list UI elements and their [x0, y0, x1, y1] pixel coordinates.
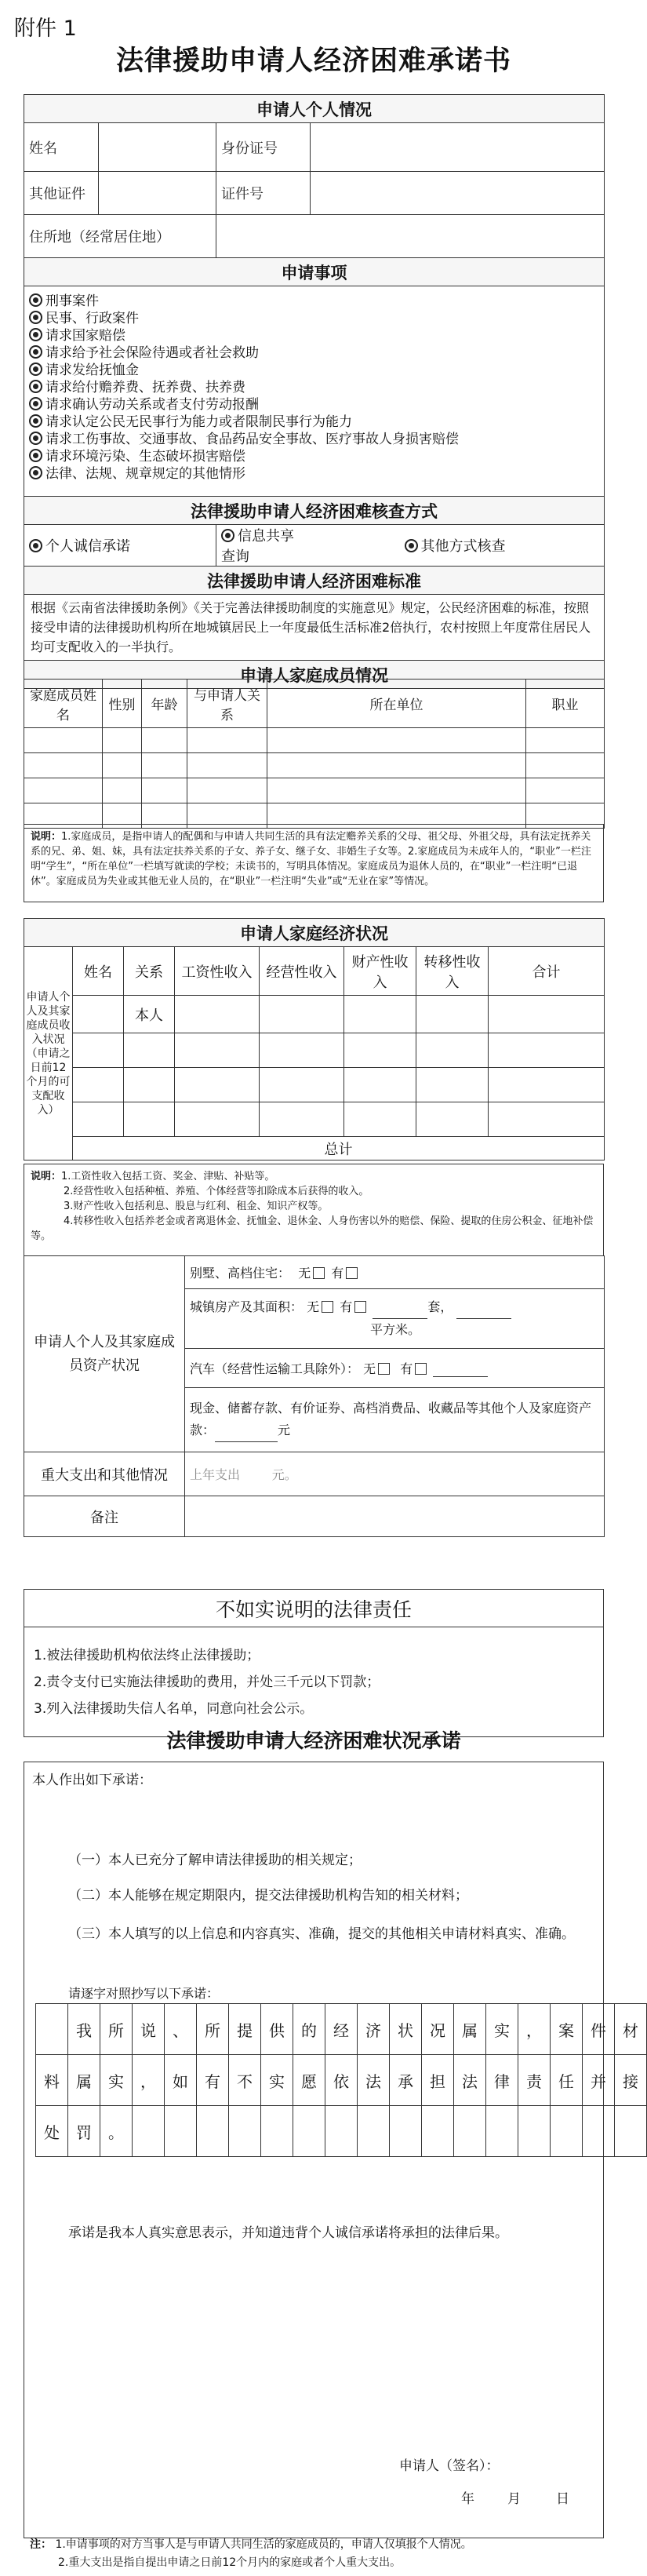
liability-list: [24, 1627, 604, 1737]
radio-icon: [29, 397, 42, 410]
document-title: 法律援助申请人经济困难承诺书: [115, 46, 511, 77]
radio-icon: [29, 449, 42, 462]
radio-icon: [29, 345, 42, 359]
car-count-field[interactable]: [433, 1361, 488, 1377]
matter-item[interactable]: 请求确认劳动关系或者支付劳动报酬: [29, 396, 599, 414]
other-id-label: 其他证件: [24, 172, 99, 215]
copy-cell[interactable]: [390, 2106, 422, 2157]
copy-cell[interactable]: 接: [615, 2055, 647, 2106]
promise-item: （三）本人填写的以上信息和内容真实、准确，提交的其他相关申请材料真实、准确。: [68, 1926, 575, 1942]
copy-cell[interactable]: [229, 2106, 261, 2157]
promise-intro: 本人作出如下承诺：: [32, 1773, 152, 1788]
cash-assets-row: 现金、储蓄存款、有价证券、高档消费品、收藏品等其他个人及家庭资产款： 元: [185, 1388, 605, 1452]
matter-item[interactable]: 请求发给抚恤金: [29, 362, 599, 379]
copy-grid-row: [36, 2004, 647, 2055]
checkbox-icon[interactable]: [354, 1301, 366, 1313]
verify-option-sharing[interactable]: 信息共享查询: [216, 525, 311, 567]
copy-cell[interactable]: 经: [325, 2004, 358, 2055]
copy-grid-row: [36, 2055, 647, 2106]
radio-icon: [29, 363, 42, 376]
copy-cell[interactable]: [325, 2106, 358, 2157]
copy-cell[interactable]: 实: [261, 2055, 293, 2106]
copy-cell[interactable]: 所: [100, 2004, 133, 2055]
matter-item[interactable]: 请求给付赡养费、抚养费、扶养费: [29, 379, 599, 396]
name-label: 姓名: [24, 123, 99, 172]
copy-cell[interactable]: 况: [422, 2004, 454, 2055]
applicant-info-table: [24, 94, 605, 689]
verification-heading: 法律援助申请人经济困难核查方式: [24, 497, 605, 525]
copy-cell[interactable]: 我: [68, 2004, 100, 2055]
promise-closing: 承诺是我本人真实意思表示，并知道违背个人诚信承诺将承担的法律后果。: [68, 2225, 508, 2241]
copy-cell[interactable]: 件: [583, 2004, 615, 2055]
family-heading: 申请人家庭成员情况: [24, 661, 605, 689]
column-header: 转移性收入: [416, 947, 489, 996]
name-field[interactable]: [99, 123, 216, 172]
table-row: [24, 996, 605, 1033]
date-day: 日: [556, 2491, 569, 2507]
checkbox-icon[interactable]: [415, 1363, 427, 1375]
copy-cell[interactable]: 料: [36, 2055, 68, 2106]
copy-cell[interactable]: 供: [261, 2004, 293, 2055]
matter-item[interactable]: 请求国家赔偿: [29, 327, 599, 344]
promise-heading: 法律援助申请人经济困难状况承诺: [166, 1729, 461, 1752]
copy-cell[interactable]: 所: [197, 2004, 229, 2055]
copy-cell[interactable]: ，: [133, 2055, 165, 2106]
cash-amount-field[interactable]: [215, 1419, 278, 1442]
copy-cell[interactable]: 、: [165, 2004, 197, 2055]
assets-label: 申请人个人及其家庭成员资产状况: [24, 1256, 185, 1452]
copy-cell[interactable]: 说: [133, 2004, 165, 2055]
copy-cell[interactable]: 济: [358, 2004, 390, 2055]
column-header: 工资性收入: [175, 947, 260, 996]
standard-heading: 法律援助申请人经济困难标准: [24, 567, 605, 595]
matter-item[interactable]: 请求环境污染、生态破坏损害赔偿: [29, 448, 599, 465]
matter-item[interactable]: 请求给予社会保险待遇或者社会救助: [29, 344, 599, 362]
checkbox-icon[interactable]: [378, 1363, 390, 1375]
date-month: 月: [507, 2491, 521, 2507]
copy-cell[interactable]: 法: [358, 2055, 390, 2106]
copy-cell[interactable]: [261, 2106, 293, 2157]
verify-option-integrity[interactable]: 个人诚信承诺: [24, 525, 216, 567]
income-side-label: 申请人个人及其家庭成员收入状况（申请之日前12个月的可支配收入）: [24, 947, 73, 1160]
radio-icon: [29, 539, 42, 552]
copy-cell[interactable]: [551, 2106, 583, 2157]
copy-cell[interactable]: [583, 2106, 615, 2157]
cert-number-label: 证件号: [216, 172, 311, 215]
expense-field[interactable]: 上年支出 元。: [185, 1452, 605, 1496]
column-header: 与申请人关系: [187, 680, 267, 728]
promise-item: （二）本人能够在规定期限内，提交法律援助机构告知的相关材料；: [68, 1888, 468, 1904]
copy-cell[interactable]: 实: [100, 2055, 133, 2106]
attachment-label: 附件 1: [14, 16, 77, 41]
copy-grid-row: [36, 2106, 647, 2157]
car-row: 汽车（经营性运输工具除外）： 无 有: [185, 1349, 605, 1388]
standard-text: 根据《云南省法律援助条例》《关于完善法律援助制度的实施意见》规定，公民经济困难的标准，按照接受申请的法律援助机构所在地城镇居民上一年度最低生活标准2倍执行，农村按照上年度常住居民人均可支配收入的一半执行。: [24, 595, 605, 661]
matter-item[interactable]: 法律、法规、规章规定的其他情形: [29, 465, 599, 483]
assets-table: [24, 1255, 605, 1537]
copy-cell[interactable]: [293, 2106, 325, 2157]
matters-heading: 申请事项: [24, 258, 605, 286]
column-header: 性别: [103, 680, 142, 728]
copy-cell[interactable]: ，: [518, 2004, 551, 2055]
copy-cell[interactable]: 承: [390, 2055, 422, 2106]
footnote: 注： 1.申请事项的对方当事人是与申请人共同生活的家庭成员的，申请人仅填报个人情况。 2.重大支出是指自提出申请之日前12个月内的家庭或者个人重大支出。: [30, 2538, 472, 2569]
copy-cell[interactable]: 如: [165, 2055, 197, 2106]
matter-item[interactable]: 请求认定公民无民事行为能力或者限制民事行为能力: [29, 414, 599, 431]
urban-property-row: 城镇房产及其面积： 无 有 套， 平方米。: [185, 1289, 605, 1349]
family-note: 说明：1.家庭成员，是指申请人的配偶和与申请人共同生活的具有法定赡养关系的父母、祖父母、外祖父母，具有法定抚养关系的兄、弟、姐、妹，具有法定扶养关系的子女、养子女、继子女、非婚生子女等。2.家庭成员为未成年人的，“职业”一栏注明“学生”，“所在单位”一栏填写就读的学校；未读书的，写明具体情况。家庭成员为退休人员的，在“职业”一栏注明“已退休”。家庭成员为失业或其他无业人员的，在“职业”一栏注明“失业”或“无业在家”等情况。: [24, 824, 604, 902]
liability-item: 2.责令支付已实施法律援助的费用，并处三千元以下罚款；: [34, 1674, 380, 1690]
liability-item: 1.被法律援助机构依法终止法律援助；: [34, 1647, 260, 1663]
liability-heading: 不如实说明的法律责任: [24, 1590, 604, 1627]
copy-instruction: 请逐字对照抄写以下承诺：: [68, 1986, 220, 2001]
verify-option-other[interactable]: 其他方式核查: [311, 525, 605, 567]
signature-field[interactable]: [526, 2454, 589, 2473]
copy-cell[interactable]: 属: [454, 2004, 486, 2055]
table-row: [24, 728, 605, 753]
table-row: [24, 1068, 605, 1102]
copy-cell[interactable]: 担: [422, 2055, 454, 2106]
copy-cell[interactable]: 不: [229, 2055, 261, 2106]
other-id-field[interactable]: [99, 172, 216, 215]
copy-cell[interactable]: 案: [551, 2004, 583, 2055]
property-area-field[interactable]: [456, 1296, 511, 1319]
promise-box: [24, 1762, 638, 2538]
table-row: [24, 753, 605, 778]
villa-row: 别墅、高档住宅： 无 有: [185, 1256, 605, 1289]
checkbox-icon[interactable]: [322, 1301, 333, 1313]
copy-cell[interactable]: 并: [583, 2055, 615, 2106]
matters-list: [24, 286, 605, 497]
copy-cell[interactable]: 有: [197, 2055, 229, 2106]
radio-icon: [29, 432, 42, 445]
copy-cell[interactable]: [358, 2106, 390, 2157]
column-header: 姓名: [73, 947, 124, 996]
copy-cell[interactable]: 律: [486, 2055, 518, 2106]
copy-cell[interactable]: 的: [293, 2004, 325, 2055]
address-label: 住所地（经常居住地）: [24, 215, 216, 258]
property-count-field[interactable]: [373, 1296, 427, 1319]
checkbox-icon[interactable]: [313, 1267, 325, 1279]
radio-icon: [29, 466, 42, 479]
radio-icon: [29, 293, 42, 307]
table-row: [24, 1102, 605, 1137]
radio-icon: [29, 414, 42, 428]
copy-cell[interactable]: 依: [325, 2055, 358, 2106]
copy-cell[interactable]: 材: [615, 2004, 647, 2055]
economic-table: [24, 918, 605, 1160]
copy-cell[interactable]: 责: [518, 2055, 551, 2106]
date-year: 年: [461, 2491, 474, 2507]
signature-label: 申请人（签名）：: [399, 2458, 500, 2474]
matter-item[interactable]: 民事、行政案件: [29, 310, 599, 327]
column-header: 所在单位: [267, 680, 526, 728]
family-members-table: [24, 679, 605, 829]
checkbox-icon[interactable]: [346, 1267, 358, 1279]
table-row: [24, 778, 605, 803]
copy-cell[interactable]: 处: [36, 2106, 68, 2157]
copy-cell[interactable]: 任: [551, 2055, 583, 2106]
copy-cell[interactable]: [518, 2106, 551, 2157]
copy-cell[interactable]: 愿: [293, 2055, 325, 2106]
liability-item: 3.列入法律援助失信人名单，同意向社会公示。: [34, 1700, 314, 1717]
matter-item[interactable]: 请求工伤事故、交通事故、食品药品安全事故、医疗事故人身损害赔偿: [29, 431, 599, 448]
radio-icon: [221, 529, 234, 542]
economy-heading: 申请人家庭经济状况: [24, 919, 605, 947]
cert-number-field[interactable]: [311, 172, 605, 215]
self-relation: 本人: [124, 996, 175, 1033]
table-row: [24, 1033, 605, 1068]
id-number-field[interactable]: [311, 123, 605, 172]
expense-label: 重大支出和其他情况: [24, 1452, 185, 1496]
copy-cell[interactable]: 提: [229, 2004, 261, 2055]
matter-item[interactable]: 刑事案件: [29, 293, 599, 310]
radio-icon: [29, 311, 42, 324]
copy-cell[interactable]: 属: [68, 2055, 100, 2106]
copy-cell[interactable]: [133, 2106, 165, 2157]
copy-cell[interactable]: [486, 2106, 518, 2157]
column-header: 家庭成员姓名: [24, 680, 103, 728]
copy-cell[interactable]: [197, 2106, 229, 2157]
radio-icon: [29, 328, 42, 341]
copy-cell[interactable]: [615, 2106, 647, 2157]
copy-cell[interactable]: 罚: [68, 2106, 100, 2157]
remarks-field[interactable]: [185, 1496, 605, 1537]
column-header: 年龄: [142, 680, 187, 728]
copy-cell[interactable]: [36, 2004, 68, 2055]
radio-icon: [405, 539, 418, 552]
copy-cell[interactable]: [454, 2106, 486, 2157]
copy-cell[interactable]: 实: [486, 2004, 518, 2055]
copy-cell[interactable]: 状: [390, 2004, 422, 2055]
copy-grid: [35, 2003, 647, 2157]
address-field[interactable]: [216, 215, 605, 258]
copy-cell[interactable]: [422, 2106, 454, 2157]
column-header: 关系: [124, 947, 175, 996]
total-row: 总计: [73, 1137, 605, 1160]
column-header: 职业: [526, 680, 605, 728]
income-note: 说明：1.工资性收入包括工资、奖金、津贴、补贴等。 2.经营性收入包括种植、养殖、个体经营等扣除成本后获得的收入。 3.财产性收入包括利息、股息与红利、租金、知识产权等。 4.转移性收入包括养老金或者离退休金、抚恤金、退休金、人身伤害以外的赔偿、保险、提取的住房公积金、征地补偿等。: [24, 1164, 604, 1256]
column-header: 合计: [489, 947, 605, 996]
remarks-label: 备注: [24, 1496, 185, 1537]
liability-table: [24, 1589, 604, 1737]
column-header: 财产性收入: [344, 947, 416, 996]
copy-cell[interactable]: 。: [100, 2106, 133, 2157]
personal-heading: 申请人个人情况: [24, 95, 605, 123]
promise-item: （一）本人已充分了解申请法律援助的相关规定；: [68, 1853, 362, 1868]
id-number-label: 身份证号: [216, 123, 311, 172]
copy-cell[interactable]: [165, 2106, 197, 2157]
column-header: 经营性收入: [260, 947, 344, 996]
copy-cell[interactable]: 法: [454, 2055, 486, 2106]
radio-icon: [29, 380, 42, 393]
